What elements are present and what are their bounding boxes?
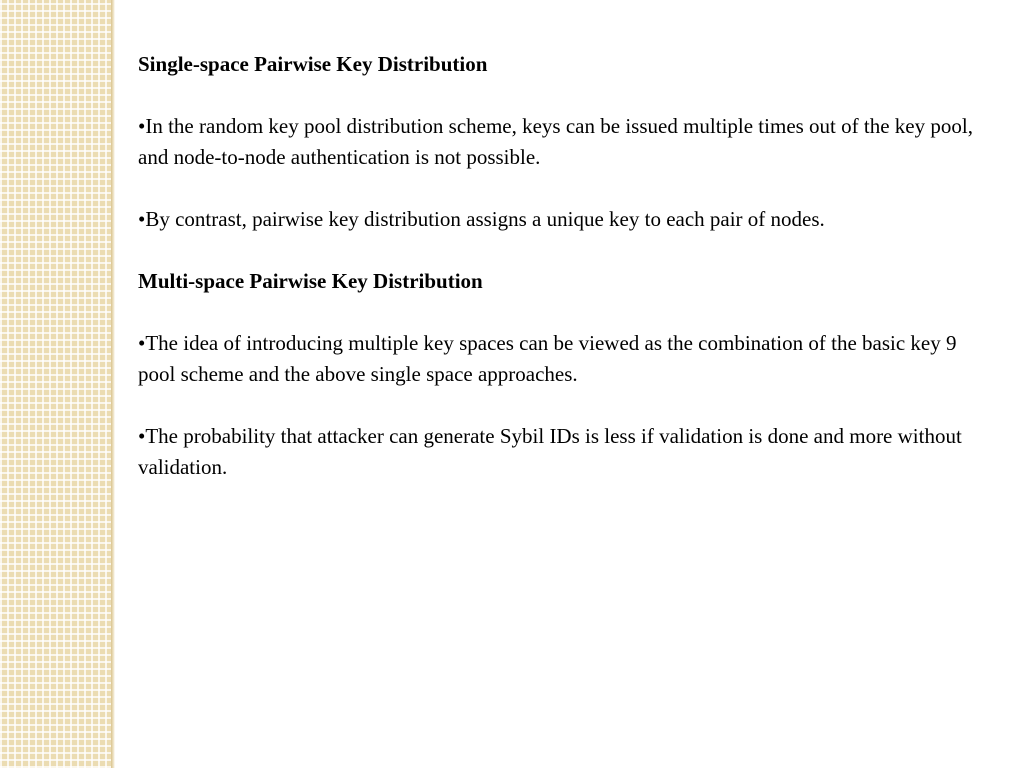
slide-content [138,49,988,514]
bullet-sybil-probability: •The probability that attacker can generate Sybil IDs is less if validation is done and more without validation. [138,424,962,479]
section-heading-multi-space: Multi-space Pairwise Key Distribution [138,269,483,293]
decorative-side-band [0,0,111,768]
bullet-random-key-pool: •In the random key pool distribution scheme, keys can be issued multiple times out of the key pool, and node-to-node authentication is not possible. [138,114,973,169]
section-heading-single-space: Single-space Pairwise Key Distribution [138,52,488,76]
bullet-multiple-key-spaces: •The idea of introducing multiple key spaces can be viewed as the combination of the basic key 9 pool scheme and the above single space approaches. [138,331,957,386]
bullet-pairwise-contrast: •By contrast, pairwise key distribution assigns a unique key to each pair of nodes. [138,207,825,231]
side-band-edge [111,0,115,768]
